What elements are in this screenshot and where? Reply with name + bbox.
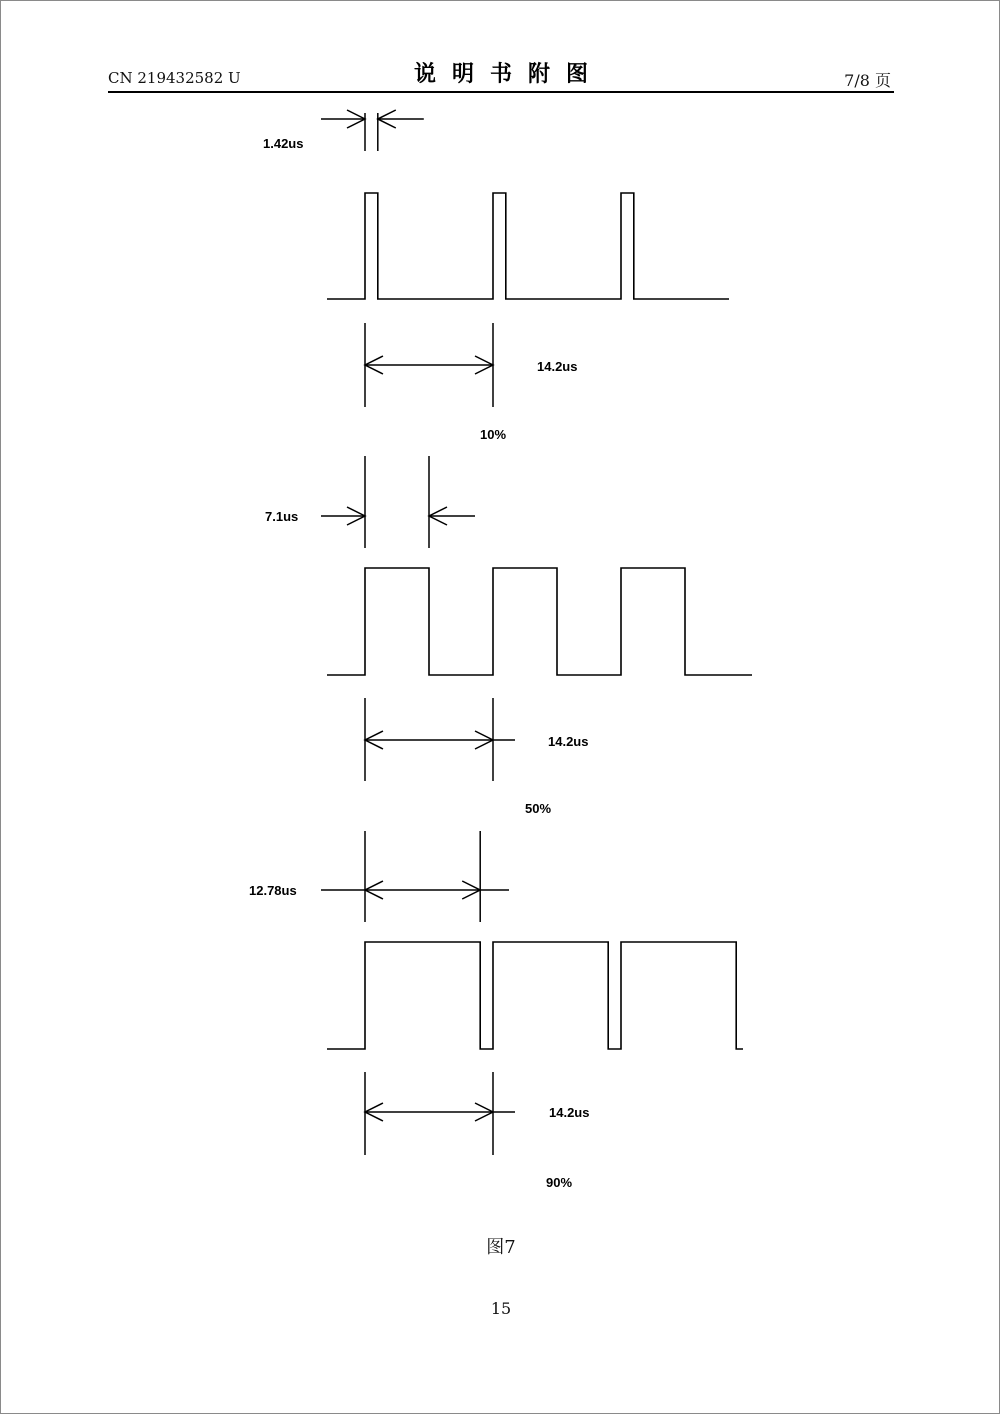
pwm-waveform-1: [327, 193, 729, 299]
period-label: 14.2us: [549, 1105, 590, 1120]
pulse-width-label: 7.1us: [265, 509, 299, 524]
document-number: CN 219432582 U: [108, 69, 241, 87]
duty-cycle-label: 50%: [525, 801, 552, 816]
duty-cycle-label: 90%: [546, 1175, 573, 1190]
page-indicator: 7/8 页: [844, 71, 891, 90]
pwm-waveform-3: [327, 942, 743, 1049]
period-label: 14.2us: [548, 734, 589, 749]
page-number: 15: [490, 1299, 512, 1318]
duty-cycle-label: 10%: [480, 427, 507, 442]
figure-caption: 图7: [486, 1237, 516, 1258]
page-title: 说明书附图: [413, 62, 604, 87]
period-label: 14.2us: [537, 359, 578, 374]
pwm-waveform-2: [327, 568, 752, 675]
pulse-width-label: 12.78us: [249, 883, 297, 898]
pwm-waveform-figure: [1, 1, 1000, 1415]
pulse-width-label: 1.42us: [263, 136, 304, 151]
